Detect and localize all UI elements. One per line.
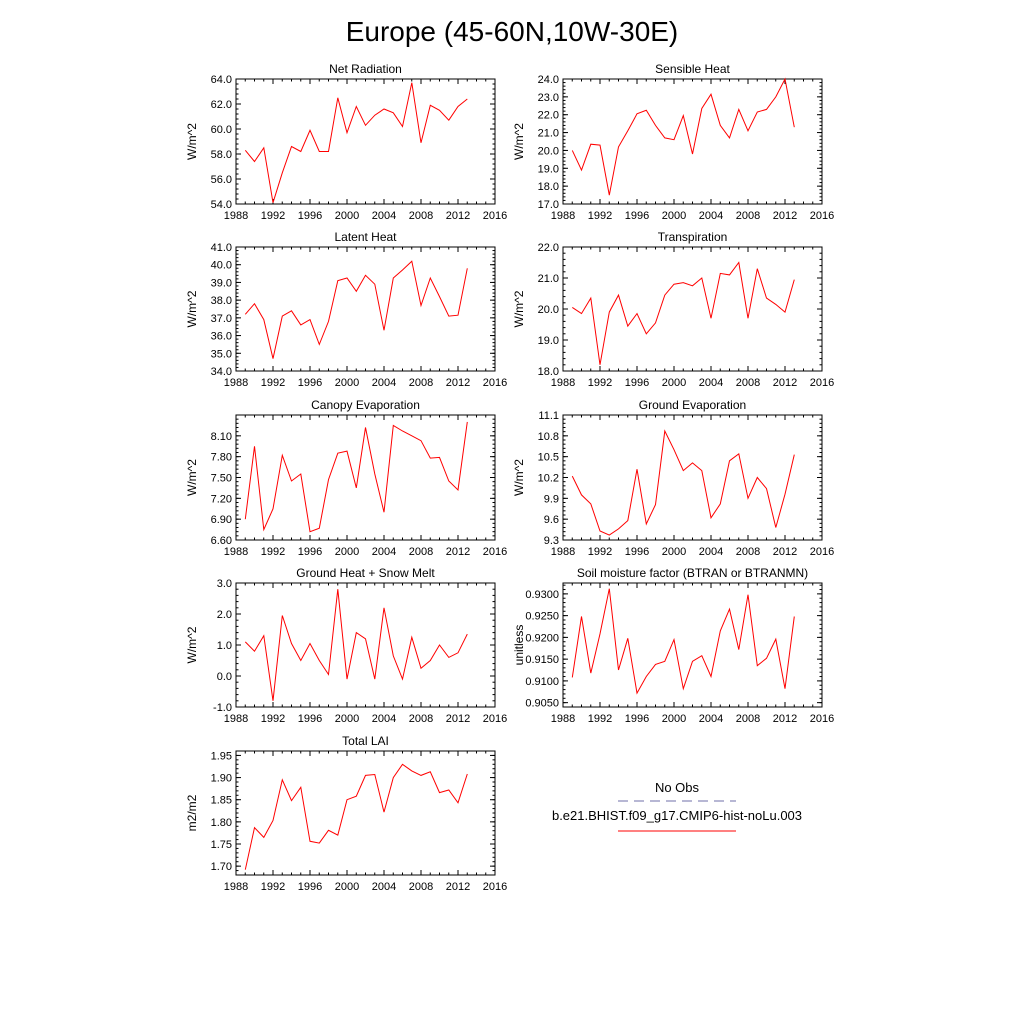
x-tick-label: 2012 bbox=[772, 377, 798, 389]
x-tick-label: 1992 bbox=[587, 210, 613, 222]
chart-panel-1 bbox=[185, 62, 507, 222]
x-tick-label: 2008 bbox=[735, 210, 761, 222]
x-tick-label: 2012 bbox=[772, 546, 798, 558]
y-tick-label: 9.3 bbox=[543, 535, 559, 547]
y-axis-label: unitless bbox=[512, 624, 526, 666]
x-tick-label: 2004 bbox=[698, 210, 724, 222]
x-tick-label: 2004 bbox=[371, 377, 397, 389]
x-tick-label: 2012 bbox=[445, 713, 471, 725]
x-tick-label: 2000 bbox=[334, 881, 360, 893]
series-line bbox=[245, 261, 467, 358]
y-tick-label: 0.9300 bbox=[525, 588, 559, 601]
x-tick-label: 2016 bbox=[482, 210, 508, 222]
x-tick-label: 2012 bbox=[445, 881, 471, 893]
y-tick-label: 0.9250 bbox=[525, 610, 559, 623]
x-tick-label: 1996 bbox=[624, 210, 650, 222]
y-axis-label: W/m^2 bbox=[512, 290, 526, 328]
series-line bbox=[572, 589, 794, 693]
y-tick-label: 18.0 bbox=[537, 181, 559, 194]
y-axis-label: W/m^2 bbox=[512, 459, 526, 496]
plot-frame bbox=[236, 79, 495, 204]
y-axis-label: W/m^2 bbox=[185, 626, 199, 664]
chart-panel-7 bbox=[185, 566, 507, 725]
x-tick-label: 1996 bbox=[297, 546, 323, 558]
panel-title: Ground Heat + Snow Melt bbox=[296, 566, 435, 580]
y-axis-label: W/m^2 bbox=[512, 123, 526, 160]
x-tick-label: 2004 bbox=[698, 546, 724, 558]
y-tick-label: 21.0 bbox=[537, 127, 559, 140]
y-tick-label: 20.0 bbox=[537, 304, 559, 316]
x-tick-label: 2012 bbox=[772, 210, 798, 222]
x-tick-label: 1992 bbox=[260, 210, 286, 222]
x-tick-label: 2008 bbox=[735, 713, 761, 725]
chart-panel-2 bbox=[512, 62, 834, 222]
y-tick-label: 7.20 bbox=[210, 493, 232, 506]
x-tick-label: 2016 bbox=[809, 546, 835, 558]
y-axis-label: m2/m2 bbox=[185, 794, 199, 832]
y-tick-label: 56.0 bbox=[210, 174, 232, 186]
x-tick-label: 1996 bbox=[624, 377, 650, 389]
y-tick-label: 24.0 bbox=[537, 74, 559, 86]
y-tick-label: 54.0 bbox=[210, 199, 232, 211]
y-tick-label: 9.9 bbox=[543, 493, 559, 506]
x-tick-label: 1992 bbox=[587, 546, 613, 558]
x-tick-label: 2008 bbox=[735, 377, 761, 389]
x-tick-label: 2016 bbox=[809, 210, 835, 222]
x-tick-label: 2012 bbox=[772, 713, 798, 725]
x-tick-label: 2000 bbox=[661, 377, 687, 389]
y-tick-label: 6.90 bbox=[210, 514, 232, 527]
x-tick-label: 2000 bbox=[661, 210, 687, 222]
plot-frame bbox=[236, 415, 495, 540]
x-tick-label: 1988 bbox=[223, 377, 249, 389]
x-tick-label: 1988 bbox=[223, 210, 249, 222]
series-line bbox=[245, 764, 467, 869]
y-tick-label: 2.0 bbox=[216, 609, 232, 621]
y-tick-label: 0.0 bbox=[216, 671, 232, 683]
y-axis-label: W/m^2 bbox=[185, 459, 199, 496]
x-tick-label: 2008 bbox=[408, 546, 434, 558]
y-tick-label: 41.0 bbox=[210, 242, 232, 254]
legend bbox=[552, 780, 802, 831]
x-tick-label: 2004 bbox=[371, 713, 397, 725]
panel-title: Transpiration bbox=[657, 230, 728, 244]
y-tick-label: 60.0 bbox=[210, 124, 232, 136]
x-tick-label: 1988 bbox=[550, 713, 576, 725]
y-tick-label: 62.0 bbox=[210, 99, 232, 111]
figure-title: Europe (45-60N,10W-30E) bbox=[345, 16, 679, 47]
y-tick-label: 34.0 bbox=[210, 366, 232, 378]
y-tick-label: 3.0 bbox=[216, 578, 232, 590]
x-tick-label: 2004 bbox=[698, 713, 724, 725]
y-tick-label: 0.9200 bbox=[525, 632, 559, 645]
x-tick-label: 2000 bbox=[334, 377, 360, 389]
y-tick-label: 7.50 bbox=[210, 472, 232, 485]
x-tick-label: 2004 bbox=[371, 546, 397, 558]
x-tick-label: 1992 bbox=[260, 377, 286, 389]
series-line bbox=[245, 589, 467, 701]
series-line bbox=[245, 422, 467, 532]
x-tick-label: 2016 bbox=[482, 713, 508, 725]
x-tick-label: 1992 bbox=[260, 713, 286, 725]
y-tick-label: 22.0 bbox=[537, 109, 559, 122]
y-tick-label: 1.90 bbox=[210, 772, 232, 785]
y-tick-label: 38.0 bbox=[210, 295, 232, 308]
panels-group bbox=[185, 62, 834, 893]
x-tick-label: 2000 bbox=[334, 546, 360, 558]
x-tick-label: 2008 bbox=[408, 881, 434, 893]
x-tick-label: 2012 bbox=[445, 210, 471, 222]
x-tick-label: 1992 bbox=[587, 713, 613, 725]
x-tick-label: 1988 bbox=[223, 546, 249, 558]
x-tick-label: 1996 bbox=[624, 713, 650, 725]
x-tick-label: 1996 bbox=[297, 210, 323, 222]
y-tick-label: 7.80 bbox=[210, 451, 232, 464]
panel-title: Canopy Evaporation bbox=[311, 398, 420, 412]
y-tick-label: 10.5 bbox=[537, 451, 559, 464]
x-tick-label: 2004 bbox=[371, 881, 397, 893]
y-tick-label: 19.0 bbox=[537, 335, 559, 347]
chart-panel-5 bbox=[185, 398, 507, 558]
y-tick-label: 1.85 bbox=[210, 794, 232, 807]
x-tick-label: 1988 bbox=[550, 377, 576, 389]
panel-title: Total LAI bbox=[342, 734, 389, 748]
x-tick-label: 2000 bbox=[661, 713, 687, 725]
x-tick-label: 2008 bbox=[735, 546, 761, 558]
x-tick-label: 1988 bbox=[550, 546, 576, 558]
x-tick-label: 2004 bbox=[371, 210, 397, 222]
y-tick-label: 10.2 bbox=[537, 472, 559, 485]
y-tick-label: 64.0 bbox=[210, 74, 232, 86]
y-tick-label: 0.9050 bbox=[525, 697, 559, 710]
panel-title: Soil moisture factor (BTRAN or BTRANMN) bbox=[576, 566, 809, 580]
x-tick-label: 2016 bbox=[482, 377, 508, 389]
x-tick-label: 2008 bbox=[408, 713, 434, 725]
series-line bbox=[572, 79, 794, 195]
x-tick-label: 1992 bbox=[260, 546, 286, 558]
x-tick-label: 2000 bbox=[661, 546, 687, 558]
y-tick-label: 1.70 bbox=[210, 861, 232, 874]
x-tick-label: 1992 bbox=[587, 377, 613, 389]
x-tick-label: 2008 bbox=[408, 377, 434, 389]
y-axis-label: W/m^2 bbox=[185, 123, 199, 160]
plot-frame bbox=[563, 583, 822, 707]
y-tick-label: 19.0 bbox=[537, 163, 559, 176]
y-tick-label: 1.95 bbox=[210, 750, 232, 763]
x-tick-label: 2016 bbox=[809, 377, 835, 389]
chart-panel-3 bbox=[185, 230, 507, 389]
y-tick-label: -1.0 bbox=[213, 702, 232, 714]
y-tick-label: 36.0 bbox=[210, 330, 232, 343]
panel-title: Net Radiation bbox=[329, 62, 402, 76]
x-tick-label: 1992 bbox=[260, 881, 286, 893]
x-tick-label: 2000 bbox=[334, 210, 360, 222]
y-tick-label: 18.0 bbox=[537, 366, 559, 378]
y-tick-label: 0.9100 bbox=[525, 675, 559, 688]
x-tick-label: 1988 bbox=[223, 713, 249, 725]
y-tick-label: 35.0 bbox=[210, 348, 232, 361]
y-tick-label: 58.0 bbox=[210, 149, 232, 161]
y-tick-label: 22.0 bbox=[537, 242, 559, 254]
y-tick-label: 17.0 bbox=[537, 199, 559, 211]
plot-frame bbox=[563, 79, 822, 204]
x-tick-label: 2016 bbox=[482, 546, 508, 558]
x-tick-label: 2012 bbox=[445, 546, 471, 558]
y-tick-label: 23.0 bbox=[537, 91, 559, 104]
x-tick-label: 2012 bbox=[445, 377, 471, 389]
legend-obs-label: No Obs bbox=[654, 780, 700, 795]
panel-title: Ground Evaporation bbox=[638, 398, 747, 412]
chart-panel-4 bbox=[512, 230, 834, 389]
y-tick-label: 37.0 bbox=[210, 312, 232, 325]
y-tick-label: 8.10 bbox=[210, 430, 232, 443]
x-tick-label: 1996 bbox=[297, 377, 323, 389]
series-line bbox=[572, 431, 794, 535]
y-tick-label: 20.0 bbox=[537, 145, 559, 158]
x-tick-label: 2000 bbox=[334, 713, 360, 725]
y-tick-label: 39.0 bbox=[210, 277, 232, 290]
panel-title: Sensible Heat bbox=[655, 62, 730, 76]
y-tick-label: 0.9150 bbox=[525, 654, 559, 667]
x-tick-label: 2008 bbox=[408, 210, 434, 222]
x-tick-label: 1996 bbox=[297, 713, 323, 725]
y-tick-label: 10.8 bbox=[537, 430, 559, 443]
y-tick-label: 40.0 bbox=[210, 259, 232, 272]
x-tick-label: 1996 bbox=[297, 881, 323, 893]
y-tick-label: 6.60 bbox=[210, 535, 232, 547]
y-tick-label: 1.75 bbox=[210, 839, 232, 851]
chart-panel-6 bbox=[512, 398, 834, 558]
plot-frame bbox=[563, 415, 822, 540]
y-tick-label: 9.6 bbox=[543, 514, 559, 527]
x-tick-label: 1988 bbox=[550, 210, 576, 222]
y-tick-label: 1.0 bbox=[216, 640, 232, 652]
x-tick-label: 1988 bbox=[223, 881, 249, 893]
y-axis-label: W/m^2 bbox=[185, 290, 199, 328]
y-tick-label: 21.0 bbox=[537, 273, 559, 285]
chart-panel-9 bbox=[185, 734, 507, 893]
panel-title: Latent Heat bbox=[334, 230, 397, 244]
x-tick-label: 1996 bbox=[624, 546, 650, 558]
y-tick-label: 11.1 bbox=[538, 410, 559, 422]
chart-panel-8 bbox=[512, 566, 834, 725]
x-tick-label: 2016 bbox=[482, 881, 508, 893]
series-line bbox=[245, 83, 467, 203]
y-tick-label: 1.80 bbox=[210, 816, 232, 829]
legend-model-label: b.e21.BHIST.f09_g17.CMIP6-hist-noLu.003 bbox=[551, 808, 803, 823]
x-tick-label: 2004 bbox=[698, 377, 724, 389]
series-line bbox=[572, 263, 794, 365]
x-tick-label: 2016 bbox=[809, 713, 835, 725]
